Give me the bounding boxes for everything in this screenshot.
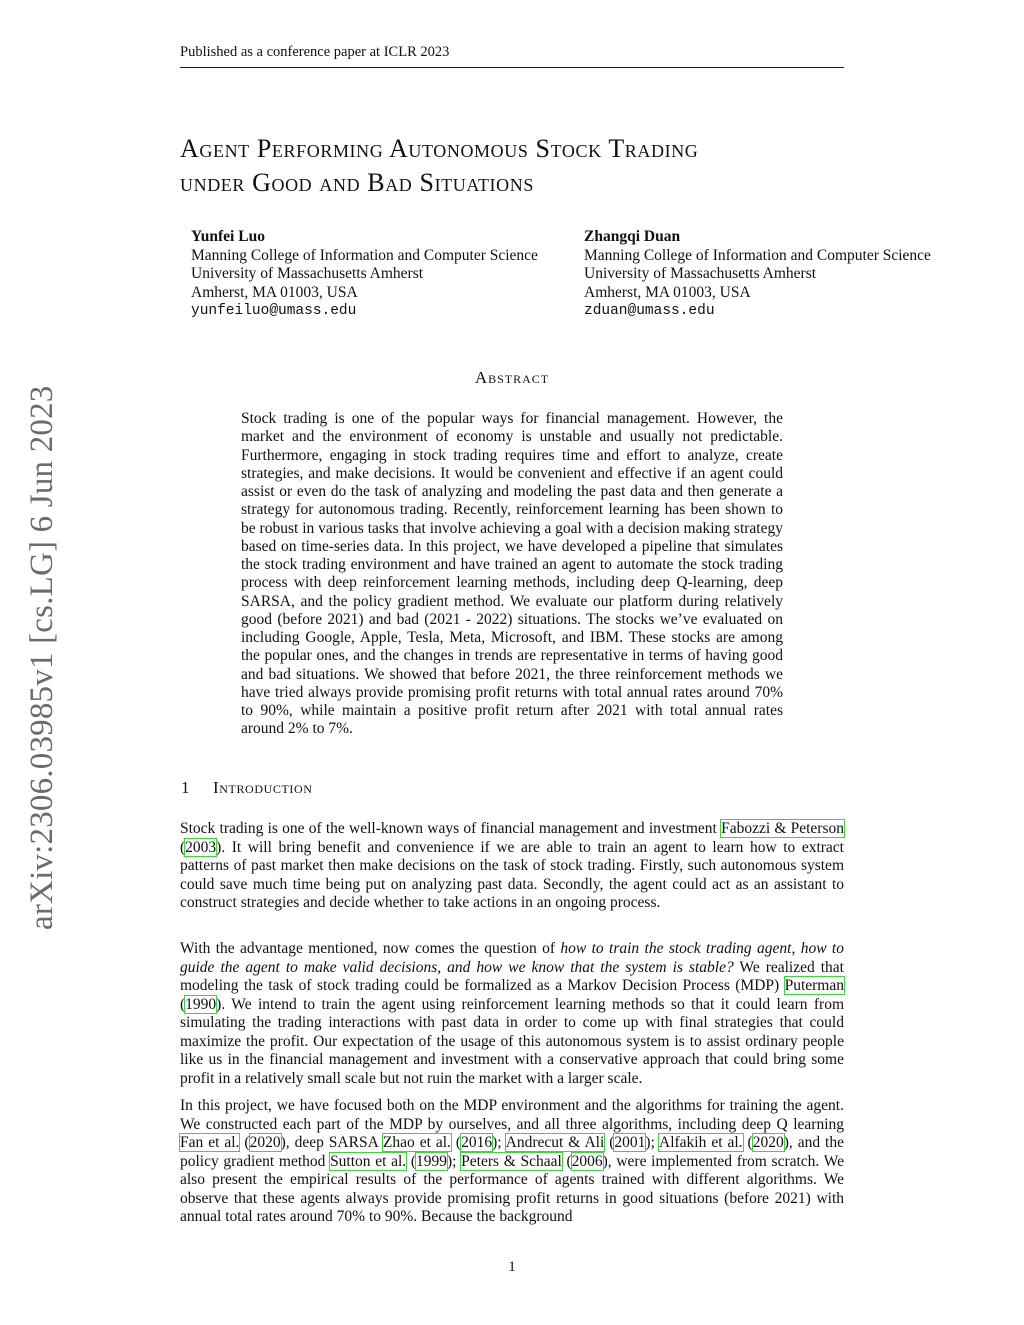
author-email[interactable]: yunfeiluo@umass.edu	[191, 303, 357, 319]
author-affiliation: Manning College of Information and Computer Science	[191, 246, 538, 264]
text: ), were implemented from scratch. We also present the empirical results of the performance of agents trained with different algorithms. We observe that these agents always provide promising profit returns in good situations (before 2021) with annual total rates around 70% to 90%. Because the background	[180, 1152, 844, 1225]
citation-year-link[interactable]: 2020	[752, 1134, 784, 1151]
text: (	[239, 1134, 250, 1151]
author-university: University of Massachusetts Amherst	[191, 265, 424, 282]
author-university: University of Massachusetts Amherst	[584, 265, 817, 282]
abstract-text: Stock trading is one of the popular ways for financial management. However, the market and the environment of economy is unstable and usually not predictable. Furthermore, engaging in stock trading requires time and effort to analyze, create strategies, and make decisions. It would be convenient and effective if an agent could assist or even do the task of analyzing and modeling the past data and then generate a strategy for autonomous trading. Recently, reinforcement learning has been shown to be robust in various tasks that involve achieving a goal with a decision making strategy based on time-series data. In this project, we have developed a pipeline that simulates the stock trading environment and have trained an agent to automate the stock trading process with deep reinforcement learning methods, including deep Q-learning, deep SARSA, and the policy gradient method. We evaluate our platform during relatively good (before 2021) and bad (2021 - 2022) situations. The stocks we’ve evaluated on including Google, Apple, Tesla, Meta, Microsoft, and IBM. These stocks are among the popular ones, and the changes in trends are representative in terms of having good and bad situations. We showed that before 2021, the three reinforcement methods we have tried always provide promising profit returns with total annual rates around 70% to 90%, while maintain a positive profit return after 2021 with total annual rates around 2% to 7%.	[241, 410, 783, 738]
citation-year-link[interactable]: 1999	[416, 1152, 447, 1170]
author-name: Zhangqi Duan	[584, 228, 681, 245]
text: (	[180, 995, 186, 1013]
title-line-1: Agent Performing Autonomous Stock Trading	[180, 134, 699, 163]
text: We realized that modeling the task of stock trading could be formalized as a Markov Decision Process (MDP)	[180, 958, 844, 994]
section-title: Introduction	[213, 778, 313, 797]
citation-link[interactable]: Alfakih et al.	[659, 1134, 743, 1151]
citation-link[interactable]: Zhao et al.	[382, 1134, 451, 1151]
citation-link[interactable]: Peters & Schaal	[461, 1152, 562, 1170]
citation-year-link[interactable]: 2020	[249, 1134, 281, 1151]
text: ). We intend to train the agent using reinforcement learning methods so that it could learn from simulating the trading interactions with past data in order to come up with final strategies that could maximize the profit. Our expectation of the usage of this autonomous system is to assist ordinary people like us in the financial management and investment with a conservative approach that could bring some profit in a relatively small scale but not ruin the market with a larger scale.	[180, 995, 844, 1087]
text: (	[406, 1152, 416, 1170]
citation-link[interactable]: Puterman	[784, 977, 844, 994]
text: (	[561, 1152, 572, 1170]
author-address: Amherst, MA 01003, USA	[191, 283, 358, 301]
citation-year-link[interactable]: 2006	[571, 1152, 603, 1170]
text: );	[492, 1134, 506, 1151]
running-header: Published as a conference paper at ICLR 2023	[180, 44, 844, 68]
text: In this project, we have focused both on the MDP environment and the algorithms for training the agent. We constructed each part of the MDP by ourselves, and all three algorithms, including deep Q learning	[180, 1097, 844, 1133]
author-block-2	[584, 228, 931, 321]
title-line-2: under Good and Bad Situations	[180, 168, 534, 197]
text: );	[447, 1152, 462, 1170]
citation-year-link[interactable]: 2001	[614, 1134, 646, 1151]
text: ), and the policy gradient method	[180, 1134, 844, 1170]
text: (	[604, 1134, 615, 1151]
author-affiliation: Manning College of Information and Computer Science	[584, 246, 931, 264]
abstract-heading: Abstract	[474, 368, 550, 387]
author-address: Amherst, MA 01003, USA	[584, 283, 751, 301]
arxiv-identifier[interactable]: arXiv:2306.03985v1 [cs.LG] 6 Jun 2023	[24, 385, 60, 930]
intro-paragraph-3	[180, 1097, 844, 1227]
author-email[interactable]: zduan@umass.edu	[584, 303, 715, 319]
text: (	[450, 1134, 462, 1151]
section-number: 1	[181, 778, 191, 797]
author-block-1	[191, 228, 538, 321]
section-heading	[181, 778, 313, 798]
page-number: 1	[508, 1259, 516, 1275]
paper-title	[180, 132, 880, 200]
text: ). It will bring benefit and convenience if we are able to train an agent to learn how to extract patterns of past market then make decisions on the task of stock trading. Firstly, such autonomous system could save much time being put on analyzing past data. Secondly, the agent could act as an assistant to construct strategies and decide whether to take actions in an ongoing process.	[180, 838, 844, 911]
text: Stock trading is one of the well-known ways of financial management and investment	[180, 820, 722, 837]
citation-year-link[interactable]: 2016	[461, 1134, 493, 1151]
citation-link[interactable]: Fan et al.	[180, 1134, 240, 1151]
citation-year-link[interactable]: 2003	[185, 838, 217, 856]
text: ), deep SARSA	[280, 1134, 383, 1151]
text: With the advantage mentioned, now comes the question of	[180, 940, 561, 957]
text: (	[742, 1134, 753, 1151]
intro-paragraph-1	[180, 820, 844, 913]
citation-link[interactable]: Fabozzi & Peterson	[721, 820, 844, 837]
intro-paragraph-2	[180, 940, 844, 1088]
research-question: how to train the stock trading agent, how to guide the agent to make valid decisions, and how we know that the system is stable?	[180, 940, 844, 976]
text: (	[180, 838, 186, 856]
citation-link[interactable]: Andrecut & Ali	[505, 1134, 605, 1151]
citation-link[interactable]: Sutton et al.	[330, 1152, 407, 1170]
author-name: Yunfei Luo	[191, 228, 265, 245]
citation-year-link[interactable]: 1990	[185, 995, 217, 1013]
text: );	[645, 1134, 660, 1151]
